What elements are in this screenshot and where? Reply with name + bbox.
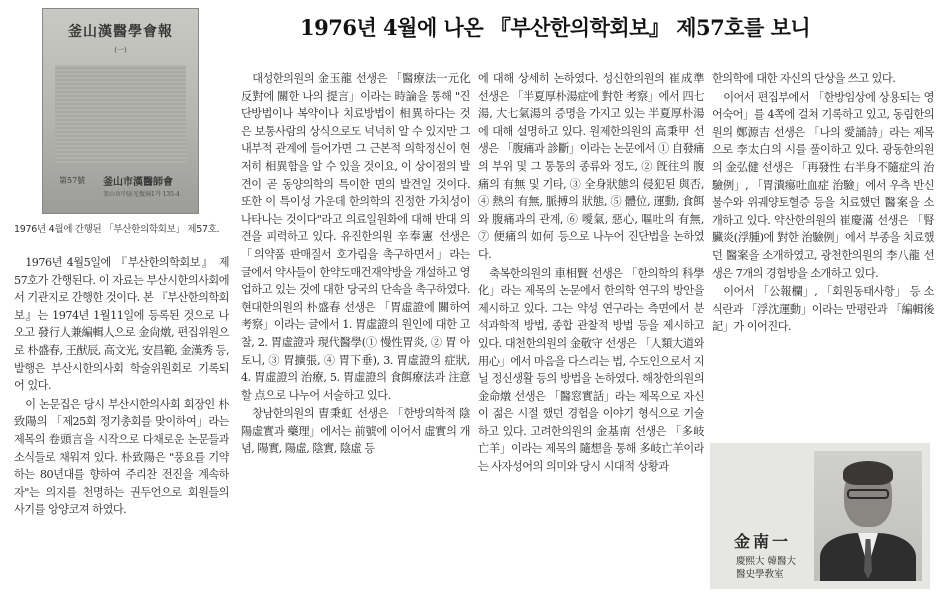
body-column-4 (712, 70, 934, 428)
author-box (710, 443, 930, 589)
paragraph: 이 논문집은 당시 부산시한의사회 회장인 朴致陽의 「제25회 정기총회를 맞이하여」라는 제목의 卷頭言을 시작으로 다채로운 논문들과 소식들로 채워져 있다. 朴致陽은 "풍요를 기약하는 80년대를 향하여 주리찬 전진을 계속하자"는 의지를 천명하는 권두언으로 회원들의 사기를 앙양코져 하였다. (14, 397, 229, 517)
paragraph: 한의학에 대한 자신의 단상을 쓰고 있다. (712, 72, 896, 85)
article-title: 1976년 4월에 나온 『부산한의학회보』 제57호를 보니 (300, 15, 811, 40)
cover-subtitle: (一) (114, 46, 127, 54)
cover-address: 釜山市中區光復洞1가 135-4 (103, 191, 180, 198)
paragraph: 대성한의원의 金玉龍 선생은 「醫療法一元化 反對에 關한 나의 提言」이라는 時論을 통해 "진단방법이나 복약이나 치료방법이 相異하다는 것은 보통사람의 상식으로도 넉넉히 알 수 있지만 그 내부적 관계에 들어가면 그 근본적 의학정신이 현저히 相異함을 알 수 있을 것이요, 이 상이점의 발견이 곧 동양의학의 특이한 면의 발견일 것이다. 또한 이 특이성 가운데 한의학의 진정한 가치성이 나타나는 것이다"라고 의료일원화에 대해 반대 의견을 피력하고 있다. 유진한의원 辛奉憲 선생은 「의약품 판매질서 호가림을 촉구하면서」라는 글에서 약사들이 한약도매건재약방을 개설하고 영업하고 있는 것에 대한 당국의 단속을 촉구하였다. 현대한의원의 朴盛春 선생은 「胃虛證에 關하여 考察」이라는 글에서 1. 胃虛證의 원인에 대한 고찰, 2. 胃虛證과 現代醫學(① 慢性胃炎, ② 胃 아토니, ③ 胃擴張, ④ 胃下垂), 3. 胃虛證의 症狀, 4. 胃虛證의 治療, 5. 胃虛證의 食餌療法과 注意할 点으로 나누어 서술하고 있다. (241, 72, 470, 402)
cover-issue: 第57號 (59, 176, 86, 185)
body-column-3 (478, 70, 704, 594)
body-column-1 (14, 254, 229, 594)
author-portrait (814, 451, 922, 581)
image-caption: 1976년 4월에 간행된 「부산한의학회보」 제57호. (14, 224, 220, 235)
paragraph: 1976년 4월5일에 『부산한의학회보』 제57호가 간행된다. 이 자료는 부산시한의사회에서 기관지로 간행한 것이다. 본 『부산한의학회보』는 1974년 1월11일에 등록된 것으로 나오고 發行人兼編輯人으로 金尙燉, 편집위원으로 朴盛春, 王猷辰, 高文光, 安昌範, 金漢秀 등, 발행은 부산시한의사회 학술위원회로 기록되어 있다. (14, 256, 229, 393)
journal-cover-photo (42, 8, 199, 214)
cover-title: 釜山漢醫學會報 (68, 24, 173, 40)
paragraph: 축복한의원의 車相賢 선생은 「한의학의 科學化」라는 제목의 논문에서 한의학 연구의 방안을 제시하고 있다. 그는 약성 연구라는 측면에서 분석과학적 방법, 종합 관찰적 방법 등을 제시하고 있다. 대천한의원의 金敬守 선생은 「人類大道와 用心」에서 마음을 다스리는 법, 수도인으로서 지닐 정신생활 등의 방법을 논하였다. 해창한의원의 金命燉 선생은 「醫窓實話」라는 제목으로 자신이 젊은 시절 했던 경험을 이야기 형식으로 기술하고 있다. 고려한의원의 金基南 선생은 「多岐亡羊」이라는 제목의 隨想을 통해 多岐亡羊이라는 사자성어의 의미와 당시 시대적 상황과 (478, 266, 704, 474)
paragraph: 이어서 「公報欄」, 「회원동태사항」 등 소식란과 「浮沈運動」이라는 만평란과 「編輯後記」가 이어진다. (712, 285, 934, 334)
author-name: 金南一 (734, 532, 792, 551)
paragraph: 창남한의원의 曺秉虹 선생은 「한방의학적 陰陽虛實과 藥理」에서는 前號에 이어서 虛實의 개념, 陽實, 陽虛, 陰實, 陰虛 등 (241, 407, 470, 456)
paragraph: 에 대해 상세히 논하였다. 성신한의원의 崔成準 선생은 「半夏厚朴湯症에 對한 考察」에서 四七湯, 大七氣湯의 증명을 가지고 있는 半夏厚朴湯에 대해 설명하고 있다. 원제한의원의 高秉甲 선생은 「腹痛과 診斷」이라는 논문에서 ① 自發痛의 부위 및 그 통통의 종류와 정도, ② 旣往의 腹痛의 有無 및 기타, ③ 全身狀態의 侵犯된 與否, ④ 熱의 有無, 脈搏의 狀態, ⑤ 體位, 運動, 食餌와 腹痛과의 관계, ⑥ 噯氣, 惡心, 嘔吐의 有無, ⑦ 便痛의 如何 등으로 나누어 진단법을 논하였다. (478, 72, 704, 261)
paragraph: 이어서 편집부에서 「한방임상에 상용되는 영어숙어」를 4쪽에 걸쳐 기록하고 있고, 동림한의원의 鄭源吉 선생은 「나의 愛誦詩」라는 제목으로 李太白의 시를 풀이하고 있다. 광동한의원의 金弘健 선생은 「再發性 右半身不隨症의 治驗例」, 「胃潰瘍吐血症 治驗」에서 우측 반신불수와 위궤양토혈증 등을 치료했던 醫案을 소개하고 있다. 약산한의원의 崔慶滿 선생은 「腎臟炎(浮腫)에 對한 治驗例」에서 부종을 치료했던 醫案을 소개하였고, 광천한의원의 李八龍 선생은 7개의 경험방을 소개하고 있다. (712, 90, 934, 280)
cover-publisher: 釜山市漢醫師會 (103, 177, 173, 188)
body-column-2 (241, 70, 470, 594)
cover-illustration (55, 65, 186, 165)
author-affiliation: 慶熙大 韓醫大 醫史學敎室 (736, 556, 797, 580)
